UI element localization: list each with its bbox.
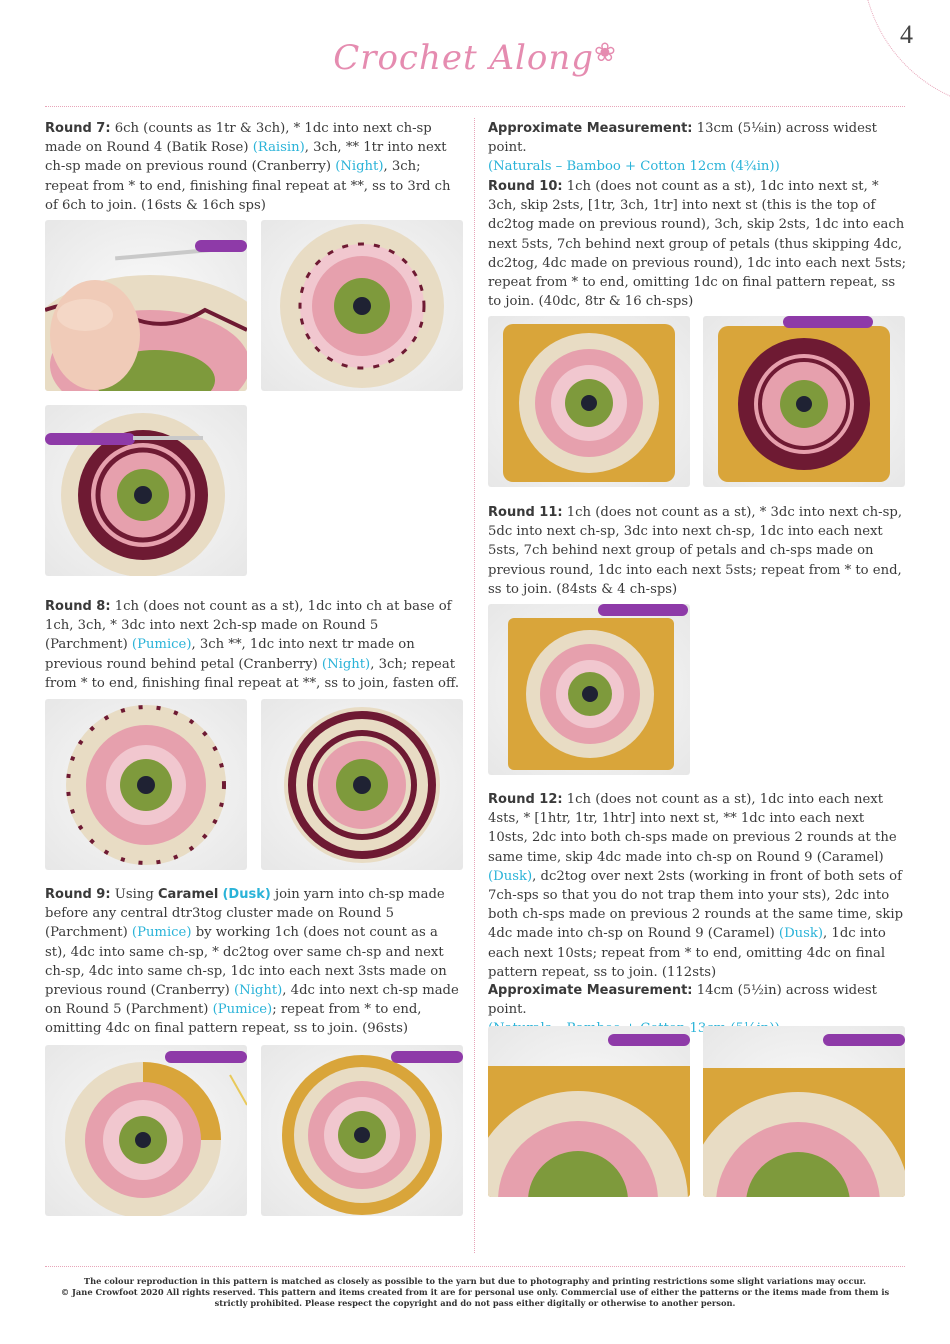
flower-icon: ❀ xyxy=(594,38,617,68)
round12-part: 1ch (does not count as a st), 1dc into each next 4sts, * [1htr, 1tr, 1htr] into next st, ** 1dc into each next 10sts, 2dc into both ch-sps made on previous 2 rounds at the same time, skip 4dc made into ch-sp on Round 9 (Caramel) xyxy=(488,792,897,865)
round10-body: 1ch (does not count as a st), 1dc into next st, * 3ch, skip 2sts, [1tr, 3ch, 1tr] into next st (this is the top of dc2tog made on previous round), 3ch, skip 2sts, 1dc into each next 5sts, 7ch behind next group of petals (thus skipping 4dc, dc2tog, 4dc made on previous round), 1dc into each next 5sts; repeat from * to end, omitting 1dc on final pattern repeat, ss to join. (40dc, 8tr & 16 ch-sps) xyxy=(488,179,907,310)
round9-alt-pumice: (Pumice) xyxy=(131,925,192,941)
photo-round9-complete xyxy=(261,1045,463,1216)
round10-label: Round 10: xyxy=(488,179,563,194)
photo-round10-back xyxy=(703,316,905,487)
title-text: Crochet Along xyxy=(333,38,595,78)
round8-part: 1ch (does not count as a st), 1dc into ch at base of 1ch, 3ch, * 3dc into next 2ch-sp made on Round 5 (Parchment) xyxy=(45,599,452,653)
round9-alt-pumice: (Pumice) xyxy=(212,1002,273,1018)
round9-alt-night: (Night) xyxy=(234,983,283,999)
round8-label: Round 8: xyxy=(45,599,111,614)
photo-round7-back xyxy=(45,405,247,576)
footer-colour-note: The colour reproduction in this pattern is matched as closely as possible to the yarn but due to photography and printing restrictions some slight variations may occur. xyxy=(83,1276,867,1286)
round7-alt-raisin: (Raisin) xyxy=(252,140,305,156)
round7-label: Round 7: xyxy=(45,121,111,136)
round9-caramel: Caramel xyxy=(157,887,219,902)
photo-round8-front xyxy=(45,699,247,870)
round9-part: Using xyxy=(110,887,158,902)
round9-dusk: (Dusk) xyxy=(222,887,271,902)
photo-round9-wip xyxy=(45,1045,247,1216)
round11-body: 1ch (does not count as a st), * 3dc into next ch-sp, 5dc into next ch-sp, 3dc into next ch-sp, 1dc into each next 5sts, 7ch behind next group of petals and ch-sps made on previous round, 1dc into each next 5sts; repeat from * to end, ss to join. (84sts & 4 ch-sps) xyxy=(488,505,903,597)
round9-text xyxy=(45,885,463,1039)
footer-copyright: © Jane Crowfoot 2020 All rights reserved. This pattern and items created from it are for personal use only. Commercial use of either the patterns or the items made from them is strictly prohibited. Please respect the copyright and do not pass either digitally or otherwise to another person. xyxy=(60,1287,890,1308)
measurement-1 xyxy=(488,119,908,177)
page-number: 4 xyxy=(900,20,913,49)
round8-text xyxy=(45,597,463,693)
photo-round7-motif xyxy=(261,220,463,391)
round12-alt-dusk: (Dusk) xyxy=(488,868,533,884)
measurement-2-label: Approximate Measurement: xyxy=(488,983,693,998)
round9-part: join yarn into ch-sp made before any central dtr3tog cluster made on Round 5 (Parchment) xyxy=(45,887,445,941)
photo-round7-hand xyxy=(45,220,247,391)
round11-text xyxy=(488,503,908,599)
round8-part: , 3ch; repeat from * to end, finishing final repeat at **, ss to join, fasten off. xyxy=(45,656,460,691)
round11-label: Round 11: xyxy=(488,505,563,520)
round9-part: by working 1ch (does not count as a st), 4dc into same ch-sp, * dc2tog over same ch-sp and next ch-sp, 4dc into same ch-sp, 1dc into each next 3sts made on previous round (Cranberry) xyxy=(45,925,447,999)
round8-alt-pumice: (Pumice) xyxy=(131,637,192,653)
header-divider xyxy=(45,106,905,107)
round8-part: , 3ch **, 1dc into next tr made on previous round behind petal (Cranberry) xyxy=(45,637,415,672)
round7-part: , 3ch; repeat from * to end, finishing final repeat at **, ss to 3rd ch of 6ch to join. (16sts & 16ch sps) xyxy=(45,159,451,213)
round9-part: ; repeat from * to end, omitting 4dc on final pattern repeat, ss to join. (96sts) xyxy=(45,1002,422,1037)
photo-round12-b xyxy=(703,1026,905,1197)
round9-label: Round 9: xyxy=(45,887,111,902)
round7-part: 6ch (counts as 1tr & 3ch), * 1dc into next ch-sp made on Round 4 (Batik Rose) xyxy=(45,121,432,156)
round7-alt-night: (Night) xyxy=(335,159,384,175)
page-title xyxy=(0,38,950,78)
round12-part: , dc2tog over next 2sts (working in front of both sets of 7ch-sps so that you do not trap them into your sts), 2dc into both ch-sps made on previous 2 rounds at the same time, skip 4dc made into ch-sp on Round 9 (Caramel) xyxy=(488,868,904,942)
measurement-1-alt: (Naturals – Bamboo + Cotton 12cm (4¾in)) xyxy=(488,159,780,175)
round9-part: , 4dc into next ch-sp made on Round 5 (Parchment) xyxy=(45,983,459,1018)
round7-part: , 3ch, ** 1tr into next ch-sp made on previous round (Cranberry) xyxy=(45,140,447,175)
footer xyxy=(45,1276,905,1309)
column-divider xyxy=(474,118,475,1253)
round12-part: , 1dc into each next 10sts; repeat from * to end, omitting 4dc on final pattern repeat, ss to join. (112sts) xyxy=(488,926,886,980)
measurement-1-label: Approximate Measurement: xyxy=(488,121,693,136)
round12-alt-dusk: (Dusk) xyxy=(778,926,824,942)
measurement-1-value: 13cm (5⅛in) across widest point. xyxy=(488,121,877,156)
round7-text xyxy=(45,119,463,215)
round10-text xyxy=(488,177,908,311)
measurement-2-value: 14cm (5½in) across widest point. xyxy=(488,983,877,1018)
footer-divider xyxy=(45,1266,905,1267)
photo-round11 xyxy=(488,604,690,775)
photo-round10-front xyxy=(488,316,690,487)
round12-text xyxy=(488,790,908,982)
photo-round8-back xyxy=(261,699,463,870)
round12-label: Round 12: xyxy=(488,792,563,807)
round8-alt-night: (Night) xyxy=(321,656,371,672)
photo-round12-a xyxy=(488,1026,690,1197)
